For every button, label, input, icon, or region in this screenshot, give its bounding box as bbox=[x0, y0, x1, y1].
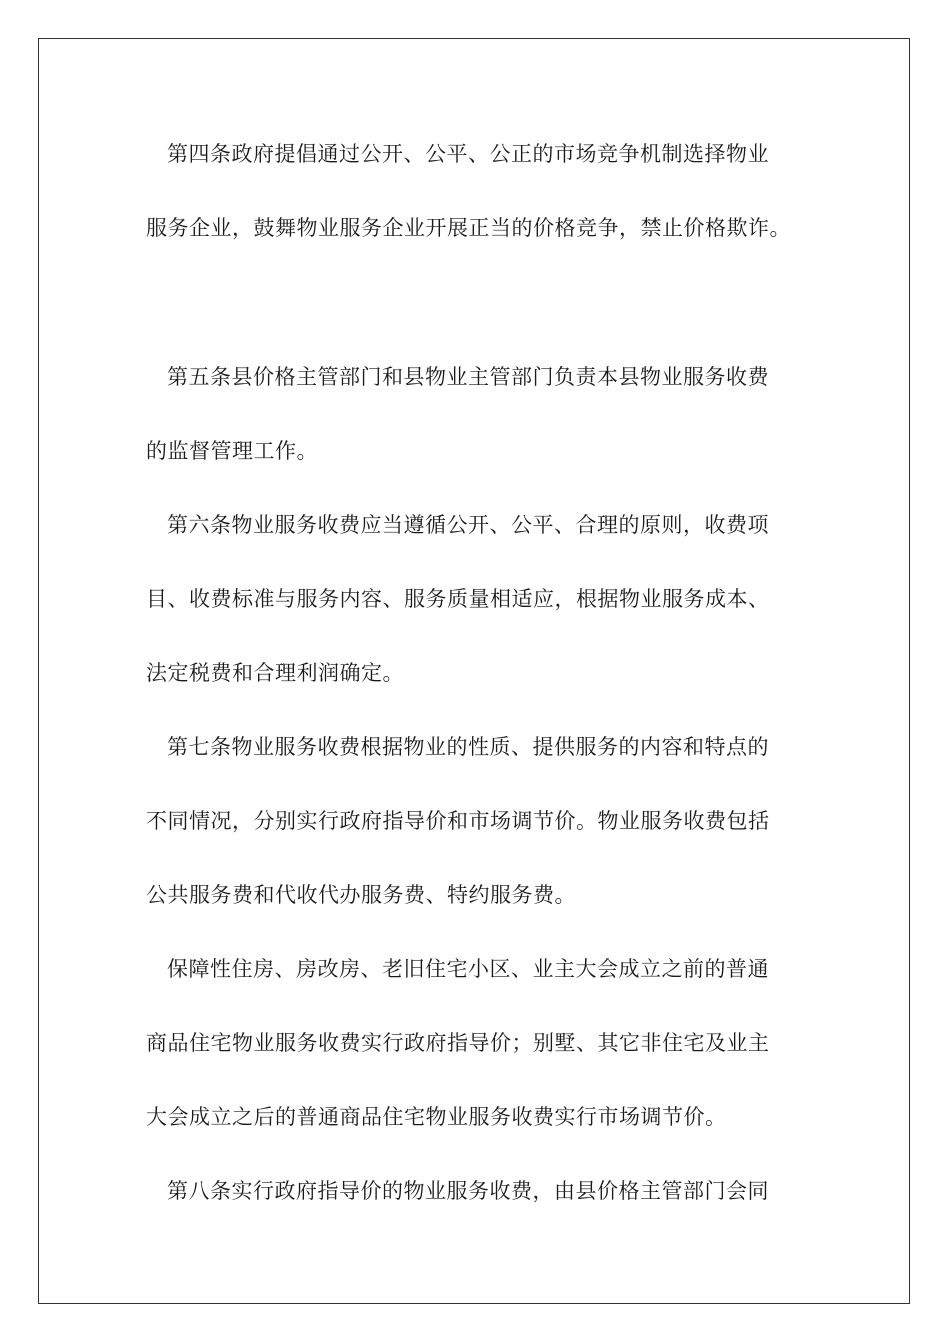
article-5-line-1: 第五条县价格主管部门和县物业主管部门负责本县物业服务收费 bbox=[167, 365, 769, 389]
article-4-line-2: 服务企业，鼓舞物业服务企业开展正当的价格竞争，禁止价格欺诈。 bbox=[146, 216, 791, 240]
article-4-line-1: 第四条政府提倡通过公开、公平、公正的市场竞争机制选择物业 bbox=[167, 142, 769, 166]
article-7-para-2-line-1: 保障性住房、房改房、老旧住宅小区、业主大会成立之前的普通 bbox=[167, 957, 769, 981]
article-8-line-1: 第八条实行政府指导价的物业服务收费，由县价格主管部门会同 bbox=[167, 1179, 769, 1203]
article-6-line-1: 第六条物业服务收费应当遵循公开、公平、合理的原则，收费项 bbox=[167, 513, 769, 537]
article-7-para-2-line-2: 商品住宅物业服务收费实行政府指导价；别墅、其它非住宅及业主 bbox=[146, 1031, 770, 1055]
article-6-line-3: 法定税费和合理利润确定。 bbox=[146, 661, 404, 685]
article-7-para-2-line-3: 大会成立之后的普通商品住宅物业服务收费实行市场调节价。 bbox=[146, 1105, 727, 1129]
article-7-line-2: 不同情况，分别实行政府指导价和市场调节价。物业服务收费包括 bbox=[146, 809, 770, 833]
article-7-line-3: 公共服务费和代收代办服务费、特约服务费。 bbox=[146, 883, 576, 907]
document-page bbox=[38, 38, 910, 1304]
article-6-line-2: 目、收费标准与服务内容、服务质量相适应，根据物业服务成本、 bbox=[146, 587, 770, 611]
article-7-line-1: 第七条物业服务收费根据物业的性质、提供服务的内容和特点的 bbox=[167, 735, 769, 759]
article-5-line-2: 的监督管理工作。 bbox=[146, 439, 318, 463]
